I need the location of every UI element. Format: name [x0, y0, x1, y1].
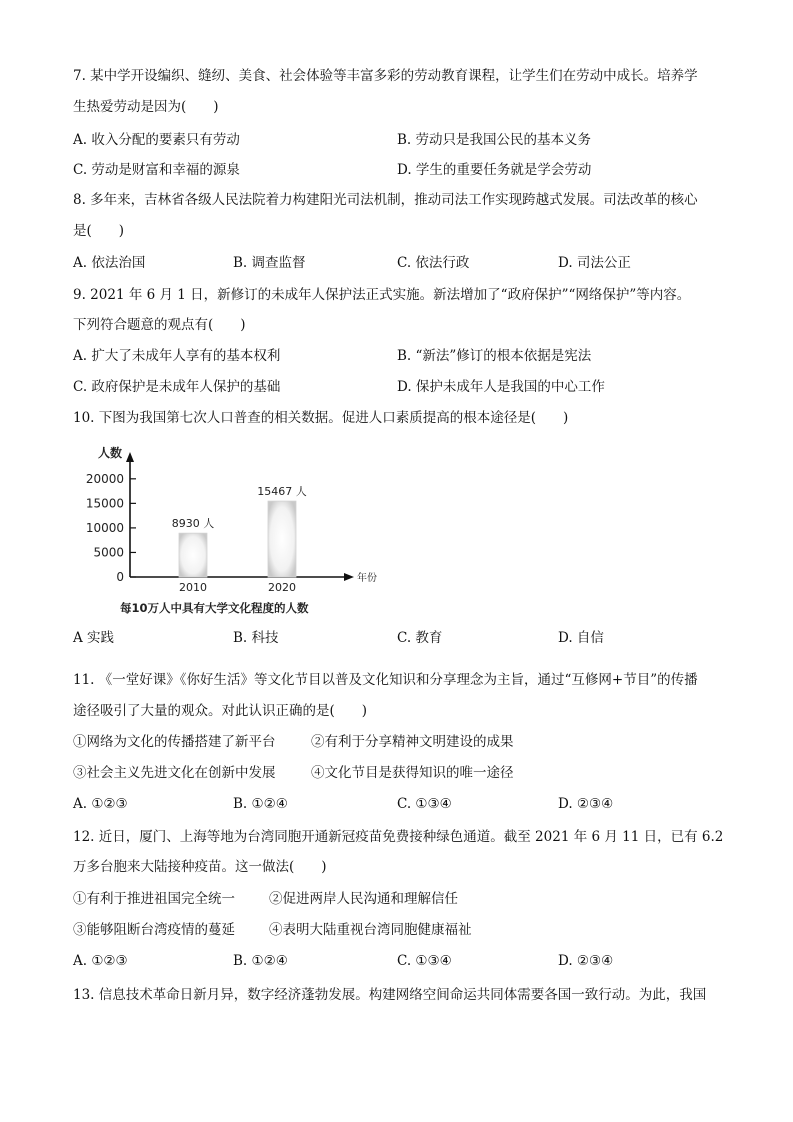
- q7-option-a: A. 收入分配的要素只有劳动: [73, 132, 240, 148]
- q11-statement-3: ③社会主义先进文化在创新中发展: [73, 765, 276, 781]
- chart-title: 每10万人中具有大学文化程度的人数: [120, 601, 309, 615]
- bar: [179, 533, 207, 577]
- q12-statement-1: ①有利于推进祖国完全统一: [73, 891, 235, 907]
- q11-statement-1: ①网络为文化的传播搭建了新平台: [73, 734, 276, 750]
- x-category-label: 2010: [179, 581, 207, 594]
- q12-option-c: C. ①③④: [397, 953, 452, 969]
- q9-stem-line2: 下列符合题意的观点有( ): [73, 317, 246, 333]
- q9-option-b: B. “新法”修订的根本依据是宪法: [397, 348, 592, 364]
- q10-option-c: C. 教育: [397, 630, 443, 646]
- y-tick-label: 0: [116, 570, 124, 584]
- q12-option-b: B. ①②④: [233, 953, 288, 969]
- q12-statement-4: ④表明大陆重视台湾同胞健康福祉: [269, 922, 472, 938]
- q12-statement-2: ②促进两岸人民沟通和理解信任: [269, 891, 458, 907]
- x-axis-arrow: [344, 573, 354, 581]
- y-tick-label: 5000: [93, 545, 124, 560]
- q12-stem-line2: 万多台胞来大陆接种疫苗。这一做法( ): [73, 859, 327, 875]
- q10-option-b: B. 科技: [233, 630, 279, 646]
- q7-option-b: B. 劳动只是我国公民的基本义务: [397, 132, 592, 148]
- bar: [268, 501, 296, 577]
- q7-option-c: C. 劳动是财富和幸福的源泉: [73, 162, 240, 178]
- q12-option-a: A. ①②③: [73, 953, 128, 969]
- q11-statement-4: ④文化节目是获得知识的唯一途径: [311, 765, 514, 781]
- q8-stem-line1: 8. 多年来，吉林省各级人民法院着力构建阳光司法机制，推动司法工作实现跨越式发展。司法改革的核心: [73, 192, 698, 208]
- q8-option-d: D. 司法公正: [558, 255, 631, 271]
- bar-value-label: 8930 人: [171, 517, 215, 531]
- y-axis-arrow: [126, 452, 134, 462]
- bar-value-label: 15467 人: [257, 485, 307, 499]
- q10-stem-line1: 10. 下图为我国第七次人口普查的相关数据。促进人口素质提高的根本途径是( ): [73, 410, 569, 426]
- q9-stem-line1: 9. 2021 年 6 月 1 日，新修订的未成年人保护法正式实施。新法增加了“政府保护”“网络保护”等内容。: [73, 287, 691, 303]
- q11-stem-line1: 11. 《一堂好课》《你好生活》等文化节目以普及文化知识和分享理念为主旨，通过“互修网+节目”的传播: [73, 672, 698, 688]
- population-bar-chart: [70, 440, 390, 630]
- y-tick-label: 15000: [85, 496, 124, 511]
- y-tick-label: 10000: [85, 520, 124, 535]
- q8-option-b: B. 调查监督: [233, 255, 306, 271]
- q12-option-d: D. ②③④: [558, 953, 614, 969]
- q7-stem-line2: 生热爱劳动是因为( ): [73, 99, 219, 115]
- q11-option-d: D. ②③④: [558, 796, 614, 812]
- q8-stem-line2: 是( ): [73, 223, 125, 239]
- q12-statement-3: ③能够阻断台湾疫情的蔓延: [73, 922, 235, 938]
- y-tick-label: 20000: [85, 471, 124, 486]
- chart-axes: [126, 452, 354, 581]
- q11-option-a: A. ①②③: [73, 796, 128, 812]
- q9-option-c: C. 政府保护是未成年人保护的基础: [73, 379, 281, 395]
- y-axis-label: 人数: [98, 446, 123, 460]
- q11-stem-line2: 途径吸引了大量的观众。对此认识正确的是( ): [73, 703, 368, 719]
- q12-stem-line1: 12. 近日，厦门、上海等地为台湾同胞开通新冠疫苗免费接种绿色通道。截至 2021 年 6 月 11 日，已有 6.2: [73, 829, 724, 845]
- x-category-label: 2020: [268, 581, 296, 594]
- q8-option-c: C. 依法行政: [397, 255, 470, 271]
- q10-option-d: D. 自信: [558, 630, 604, 646]
- q11-option-c: C. ①③④: [397, 796, 452, 812]
- q11-statement-2: ②有利于分享精神文明建设的成果: [311, 734, 514, 750]
- q9-option-d: D. 保护未成年人是我国的中心工作: [397, 379, 605, 395]
- q8-option-a: A. 依法治国: [73, 255, 146, 271]
- x-axis-label: 年份: [357, 573, 377, 584]
- y-ticks: [86, 472, 136, 584]
- q11-option-b: B. ①②④: [233, 796, 288, 812]
- q10-option-a: A 实践: [73, 630, 115, 646]
- q9-option-a: A. 扩大了未成年人享有的基本权利: [73, 348, 281, 364]
- q7-stem-line1: 7. 某中学开设编织、缝纫、美食、社会体验等丰富多彩的劳动教育课程，让学生们在劳动中成长。培养学: [73, 68, 698, 84]
- q13-stem-line1: 13. 信息技术革命日新月异，数字经济蓬勃发展。构建网络空间命运共同体需要各国一致行动。为此，我国: [73, 987, 707, 1003]
- q7-option-d: D. 学生的重要任务就是学会劳动: [397, 162, 592, 178]
